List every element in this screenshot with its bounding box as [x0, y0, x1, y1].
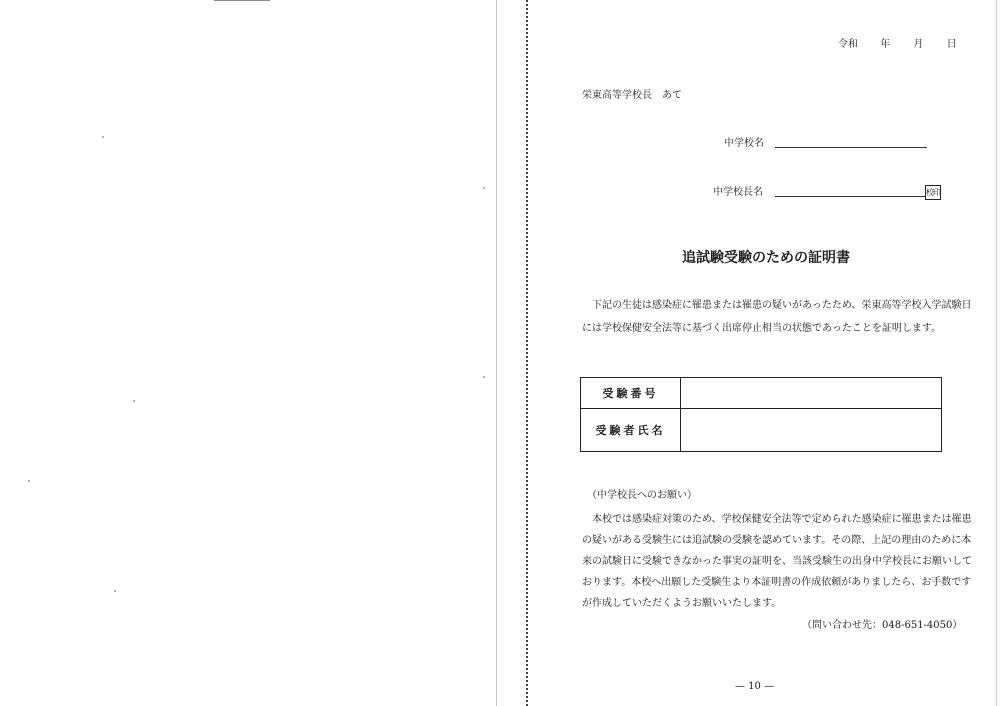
scan-speck — [133, 400, 135, 402]
table-row — [581, 409, 942, 452]
page-fold — [496, 0, 497, 706]
request-line: おります。本校へ出願した受験生より本証明書の作成依頼がありましたら、お手数です — [582, 577, 972, 588]
certificate-paragraph-line: には学校保健安全法等に基づく出席停止相当の状態であったことを証明します。 — [582, 323, 942, 334]
principal-name-field[interactable] — [775, 196, 926, 197]
principal-name-label: 中学校長名 — [713, 187, 763, 198]
scan-speck — [102, 136, 104, 138]
examinee-name-label: 受験者氏名 — [581, 409, 681, 452]
school-name-label: 中学校名 — [724, 138, 764, 149]
school-seal-box: 校印 — [925, 185, 941, 200]
perforation-line — [526, 0, 528, 706]
scan-speck — [28, 480, 30, 482]
certificate-paragraph-line: 下記の生徒は感染症に罹患または罹患の疑いがあったため、栄東高等学校入学試験日 — [582, 300, 972, 311]
scan-speck — [483, 376, 485, 378]
examinee-info-table — [580, 377, 942, 452]
date-year: 年 — [880, 39, 891, 50]
page-edge — [996, 0, 997, 706]
date-era: 令和 — [838, 39, 858, 50]
exam-number-field[interactable] — [681, 378, 942, 409]
request-line: が作成していただくようお願いいたします。 — [582, 598, 782, 609]
request-line: 来の試験日に受験できなかった事実の証明を、当該受験生の出身中学校長にお願いして — [582, 556, 972, 567]
date-line — [838, 39, 957, 51]
top-rule-mark — [214, 0, 270, 1]
certificate-title: 追試験受験のための証明書 — [682, 250, 850, 266]
request-line: の疑いがある受験生には追試験の受験を認めています。その際、上記の理由のために本 — [582, 535, 972, 546]
request-heading: （中学校長へのお願い） — [587, 490, 697, 501]
table-row — [581, 378, 942, 409]
examinee-name-field[interactable] — [681, 409, 942, 452]
scan-speck — [483, 187, 485, 189]
contact-info: （問い合わせ先：048-651-4050） — [802, 620, 963, 631]
exam-number-label: 受験番号 — [581, 378, 681, 409]
date-day: 日 — [946, 39, 957, 50]
date-month: 月 — [913, 39, 924, 50]
school-name-field[interactable] — [775, 147, 927, 148]
request-line: 本校では感染症対策のため、学校保健安全法等で定められた感染症に罹患または罹患 — [582, 514, 972, 525]
page-number: — 10 — — [735, 681, 775, 692]
left-page-blank — [0, 0, 497, 706]
scan-speck — [114, 590, 116, 592]
addressee: 栄東高等学校長 あて — [582, 90, 682, 101]
